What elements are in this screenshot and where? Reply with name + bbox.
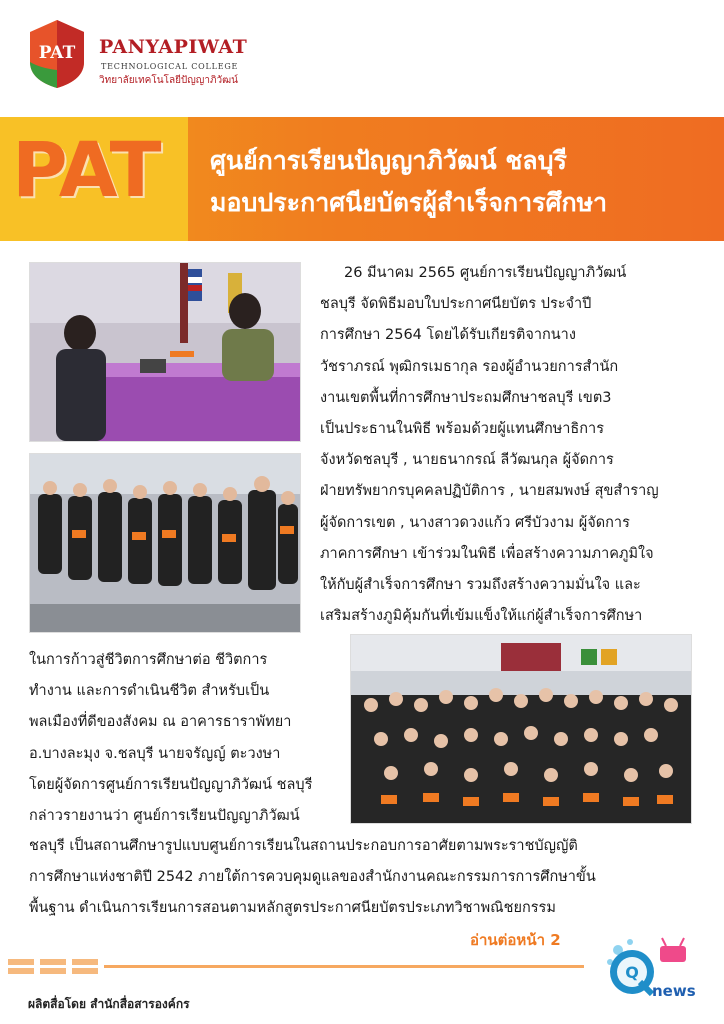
text-line: ภาคการศึกษา เข้าร่วมในพิธี เพื่อสร้างความภาคภูมิใจ (320, 545, 654, 562)
text-line: โดยผู้จัดการศูนย์การเรียนปัญญาภิวัฒน์ ชลบุรี (29, 776, 313, 793)
qnews-label: news (652, 982, 696, 1000)
text-line: เป็นประธานในพิธี พร้อมด้วยผู้แทนศึกษาธิการ (320, 421, 604, 438)
article-full-width (29, 831, 695, 925)
read-more-link[interactable]: อ่านต่อหน้า 2 (470, 931, 561, 949)
text-line: ทำงาน และการดำเนินชีวิต สำหรับเป็น (29, 683, 270, 700)
photo-graduates-standing (29, 453, 301, 633)
text-line: จังหวัดชลบุรี , นายธนากรณ์ ลีวัฒนกุล ผู้จัดการ (320, 452, 614, 469)
text-line: การศึกษาแห่งชาติปี 2542 ภายใต้การควบคุมดูแลของสำนักงานคณะกรรมการการศึกษาขั้น (29, 869, 596, 886)
brand-sub: TECHNOLOGICAL COLLEGE (101, 62, 239, 71)
header (0, 0, 724, 110)
photo-certificate-handover (29, 262, 301, 442)
text-line: ในการก้าวสู่ชีวิตการศึกษาต่อ ชีวิตการ (29, 652, 268, 668)
text-line: กล่าวรายงานว่า ศูนย์การเรียนปัญญาภิวัฒน์ (29, 808, 300, 825)
text-line: ให้กับผู้สำเร็จการศึกษา รวมถึงสร้างความมั่นใจ และ (320, 577, 641, 594)
banner-badge-area (0, 117, 188, 241)
qnews-logo-icon (600, 932, 700, 1007)
text-line: เสริมสร้างภูมิคุ้มกันที่เข้มแข็งให้แก่ผู้สำเร็จการศึกษา (320, 608, 643, 625)
text-line: 26 มีนาคม 2565 ศูนย์การเรียนปัญญาภิวัฒน์ (344, 265, 627, 281)
article-left-column (29, 645, 349, 832)
text-line: ผู้จัดการเขต , นางสาวดวงแก้ว ศรีบัวงาม ผู้จัดการ (320, 514, 630, 531)
qnews-letter: Q (625, 963, 639, 982)
article-right-column (320, 258, 696, 632)
text-line: การศึกษา 2564 โดยได้รับเกียรติจากนาง (320, 327, 576, 344)
pat-logo-icon (26, 18, 88, 90)
photo-group (350, 634, 692, 824)
footer-credit: ผลิตสื่อโดย สำนักสื่อสารองค์กร (28, 997, 190, 1011)
banner-title-line2: มอบประกาศนียบัตรผู้สำเร็จการศึกษา (210, 188, 608, 217)
decorative-stripes (8, 958, 588, 976)
logo-text: PAT (38, 43, 76, 63)
text-line: ฝ่ายทรัพยากรบุคคลปฏิบัติการ , นายสมพงษ์ สุขสำราญ (320, 483, 659, 500)
text-line: วัชราภรณ์ พุฒิกรเมธากุล รองผู้อำนวยการสำนัก (320, 358, 619, 375)
text-line: พื้นฐาน ดำเนินการเรียนการสอนตามหลักสูตรประกาศนียบัตรประเภทวิชาพณิชยกรรม (29, 900, 556, 917)
text-line: อ.บางละมุง จ.ชลบุรี นายจรัญญ์ ตะวงษา (29, 745, 281, 762)
title-banner (0, 117, 724, 241)
brand-name: PANYAPIWAT (99, 36, 248, 58)
banner-badge: PAT (12, 125, 160, 214)
brand-thai: วิทยาลัยเทคโนโลยีปัญญาภิวัฒน์ (99, 75, 239, 86)
text-line: ชลบุรี จัดพิธีมอบใบประกาศนียบัตร ประจำปี (320, 296, 592, 313)
text-line: ชลบุรี เป็นสถานศึกษารูปแบบศูนย์การเรียนในสถานประกอบการอาศัยตามพระราชบัญญัติ (29, 838, 578, 854)
banner-title-line1: ศูนย์การเรียนปัญญาภิวัฒน์ ชลบุรี (210, 146, 567, 175)
text-line: งานเขตพื้นที่การศึกษาประถมศึกษาชลบุรี เขต3 (320, 389, 612, 406)
text-line: พลเมืองที่ดีของสังคม ณ อาคารธาราพัทยา (29, 714, 292, 731)
